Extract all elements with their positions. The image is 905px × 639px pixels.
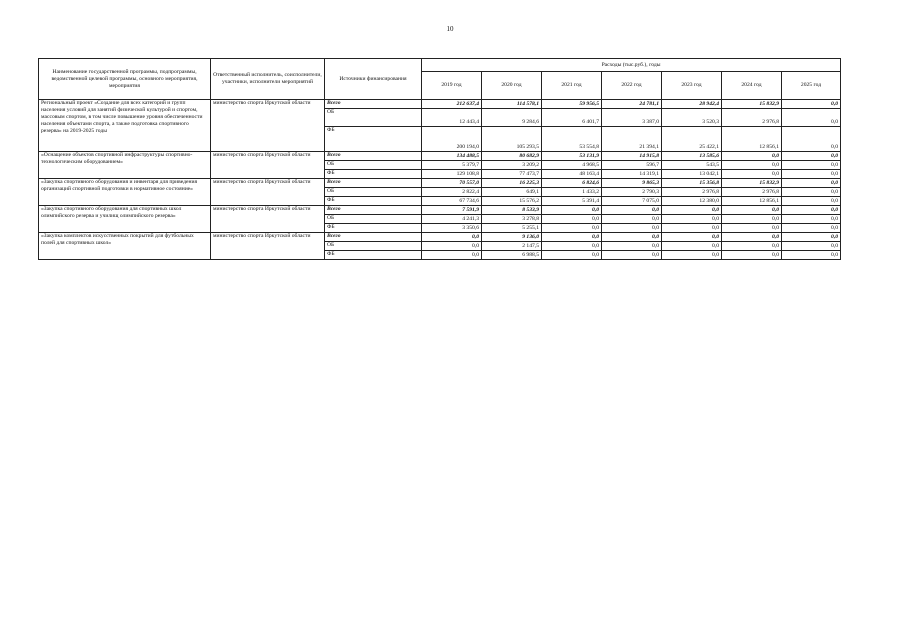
amount-cell: 0,0 xyxy=(782,233,841,242)
amount-cell: 649,1 xyxy=(482,188,542,197)
amount-cell: 0,0 xyxy=(782,215,841,224)
amount-cell: 0,0 xyxy=(662,224,722,233)
amount-cell: 24 781,1 xyxy=(602,100,662,109)
amount-cell: 15 356,8 xyxy=(662,179,722,188)
amount-cell: 3 520,3 xyxy=(662,109,722,127)
measure-name: Региональный проект «Создание для всех категорий и групп населения условий для занятий физической культурой и спортом, массовым спортом, в том числе повышение уровня обеспеченности населения объектами спорта, а также подготовка спортивного резерва» на 2019-2025 годы xyxy=(39,100,211,152)
amount-cell: 8 533,9 xyxy=(482,206,542,215)
amount-cell: 0,0 xyxy=(542,242,602,251)
amount-cell: 15 832,9 xyxy=(722,179,782,188)
amount-cell: 0,0 xyxy=(782,224,841,233)
funding-source: Всего xyxy=(325,233,422,242)
amount-cell: 0,0 xyxy=(782,251,841,260)
amount-cell: 0,0 xyxy=(542,251,602,260)
budget-table xyxy=(38,58,841,260)
amount-cell: 0,0 xyxy=(542,233,602,242)
executor: министерство спорта Иркутской области xyxy=(211,152,325,179)
page-number: 10 xyxy=(446,25,454,33)
amount-cell: 53 554,8 xyxy=(542,127,602,152)
amount-cell: 0,0 xyxy=(782,179,841,188)
amount-cell: 0,0 xyxy=(662,251,722,260)
table-row xyxy=(39,233,841,242)
funding-source: ОБ xyxy=(325,215,422,224)
amount-cell: 0,0 xyxy=(782,242,841,251)
amount-cell: 13 042,1 xyxy=(662,170,722,179)
header-expenses: Расходы (тыс.руб.), годы xyxy=(422,59,841,72)
amount-cell: 0,0 xyxy=(602,242,662,251)
amount-cell: 21 394,1 xyxy=(602,127,662,152)
executor: министерство спорта Иркутской области xyxy=(211,206,325,233)
amount-cell: 70 557,0 xyxy=(422,179,482,188)
amount-cell: 53 131,9 xyxy=(542,152,602,161)
table-row xyxy=(39,206,841,215)
amount-cell: 12 443,4 xyxy=(422,109,482,127)
amount-cell: 4 968,5 xyxy=(542,161,602,170)
funding-source: ОБ xyxy=(325,161,422,170)
amount-cell: 212 637,4 xyxy=(422,100,482,109)
amount-cell: 0,0 xyxy=(722,242,782,251)
amount-cell: 4 241,3 xyxy=(422,215,482,224)
amount-cell: 1 433,2 xyxy=(542,188,602,197)
amount-cell: 77 473,7 xyxy=(482,170,542,179)
amount-cell: 0,0 xyxy=(722,161,782,170)
header-year: 2025 год xyxy=(782,72,841,100)
amount-cell: 0,0 xyxy=(542,206,602,215)
funding-source: ОБ xyxy=(325,242,422,251)
executor: министерство спорта Иркутской области xyxy=(211,233,325,260)
amount-cell: 15 576,2 xyxy=(482,197,542,206)
amount-cell: 14 915,8 xyxy=(602,152,662,161)
amount-cell: 12 380,0 xyxy=(662,197,722,206)
funding-source: ФБ xyxy=(325,170,422,179)
amount-cell: 28 942,4 xyxy=(662,100,722,109)
funding-source: ОБ xyxy=(325,188,422,197)
funding-source: Всего xyxy=(325,100,422,109)
amount-cell: 6 824,6 xyxy=(542,179,602,188)
amount-cell: 0,0 xyxy=(602,215,662,224)
amount-cell: 0,0 xyxy=(602,251,662,260)
executor: министерство спорта Иркутской области xyxy=(211,179,325,206)
header-year: 2022 год xyxy=(602,72,662,100)
amount-cell: 3 278,8 xyxy=(482,215,542,224)
funding-source: ФБ xyxy=(325,127,422,152)
amount-cell: 0,0 xyxy=(722,251,782,260)
amount-cell: 0,0 xyxy=(662,215,722,224)
funding-source: ОБ xyxy=(325,109,422,127)
amount-cell: 0,0 xyxy=(722,170,782,179)
amount-cell: 0,0 xyxy=(782,197,841,206)
amount-cell: 2 976,8 xyxy=(662,188,722,197)
amount-cell: 596,7 xyxy=(602,161,662,170)
amount-cell: 2 976,8 xyxy=(722,109,782,127)
header-name: Наименование государственной программы, подпрограммы, ведомственной целевой программы, основного мероприятия, мероприятия xyxy=(39,59,211,100)
amount-cell: 9 136,0 xyxy=(482,233,542,242)
amount-cell: 0,0 xyxy=(722,233,782,242)
amount-cell: 0,0 xyxy=(722,215,782,224)
header-executor: Ответственный исполнитель, соисполнители, участники, исполнители мероприятий xyxy=(211,59,325,100)
amount-cell: 80 682,9 xyxy=(482,152,542,161)
amount-cell: 14 319,1 xyxy=(602,170,662,179)
amount-cell: 0,0 xyxy=(782,170,841,179)
header-year: 2020 год xyxy=(482,72,542,100)
amount-cell: 9 865,3 xyxy=(602,179,662,188)
amount-cell: 5 391,4 xyxy=(542,197,602,206)
amount-cell: 129 108,8 xyxy=(422,170,482,179)
executor: министерство спорта Иркутской области xyxy=(211,100,325,152)
amount-cell: 9 284,6 xyxy=(482,109,542,127)
header-year: 2024 год xyxy=(722,72,782,100)
funding-source: Всего xyxy=(325,206,422,215)
measure-name: «Закупка спортивного оборудования и инвентаря для приведения организаций спортивной подготовки в нормативное состояние» xyxy=(39,179,211,206)
amount-cell: 0,0 xyxy=(662,206,722,215)
amount-cell: 0,0 xyxy=(602,206,662,215)
amount-cell: 0,0 xyxy=(422,242,482,251)
amount-cell: 3 209,2 xyxy=(482,161,542,170)
amount-cell: 0,0 xyxy=(782,152,841,161)
amount-cell: 0,0 xyxy=(782,206,841,215)
header-year: 2023 год xyxy=(662,72,722,100)
amount-cell: 0,0 xyxy=(782,161,841,170)
amount-cell: 5 379,7 xyxy=(422,161,482,170)
amount-cell: 0,0 xyxy=(542,224,602,233)
amount-cell: 200 194,0 xyxy=(422,127,482,152)
amount-cell: 13 585,6 xyxy=(662,152,722,161)
amount-cell: 114 578,1 xyxy=(482,100,542,109)
funding-source: Всего xyxy=(325,152,422,161)
funding-source: Всего xyxy=(325,179,422,188)
amount-cell: 2 822,4 xyxy=(422,188,482,197)
amount-cell: 0,0 xyxy=(782,109,841,127)
amount-cell: 59 956,5 xyxy=(542,100,602,109)
amount-cell: 12 856,1 xyxy=(722,127,782,152)
amount-cell: 3 350,6 xyxy=(422,224,482,233)
amount-cell: 6 988,5 xyxy=(482,251,542,260)
amount-cell: 5 255,1 xyxy=(482,224,542,233)
table-row xyxy=(39,152,841,161)
amount-cell: 12 856,1 xyxy=(722,197,782,206)
amount-cell: 15 832,9 xyxy=(722,100,782,109)
amount-cell: 0,0 xyxy=(782,188,841,197)
amount-cell: 0,0 xyxy=(662,233,722,242)
amount-cell: 0,0 xyxy=(422,251,482,260)
amount-cell: 6 401,7 xyxy=(542,109,602,127)
amount-cell: 105 293,5 xyxy=(482,127,542,152)
amount-cell: 134 488,5 xyxy=(422,152,482,161)
amount-cell: 0,0 xyxy=(782,100,841,109)
measure-name: «Закупка спортивного оборудования для спортивных школ олимпийского резерва и училищ олимпийского резерва» xyxy=(39,206,211,233)
measure-name: «Оснащение объектов спортивной инфраструктуры спортивно-технологическим оборудованием» xyxy=(39,152,211,179)
header-year: 2021 год xyxy=(542,72,602,100)
table-row xyxy=(39,179,841,188)
table-row xyxy=(39,100,841,109)
amount-cell: 7 075,0 xyxy=(602,197,662,206)
amount-cell: 2 790,3 xyxy=(602,188,662,197)
amount-cell: 2 147,5 xyxy=(482,242,542,251)
header-source: Источники финансирования xyxy=(325,59,422,100)
amount-cell: 0,0 xyxy=(662,242,722,251)
header-year: 2019 год xyxy=(422,72,482,100)
amount-cell: 0,0 xyxy=(722,224,782,233)
amount-cell: 2 976,8 xyxy=(722,188,782,197)
amount-cell: 543,5 xyxy=(662,161,722,170)
measure-name: «Закупка комплектов искусственных покрытий для футбольных полей для спортивных школ» xyxy=(39,233,211,260)
amount-cell: 0,0 xyxy=(722,206,782,215)
amount-cell: 3 387,0 xyxy=(602,109,662,127)
amount-cell: 48 163,4 xyxy=(542,170,602,179)
amount-cell: 16 225,3 xyxy=(482,179,542,188)
amount-cell: 0,0 xyxy=(542,215,602,224)
funding-source: ФБ xyxy=(325,224,422,233)
funding-source: ФБ xyxy=(325,197,422,206)
amount-cell: 0,0 xyxy=(422,233,482,242)
amount-cell: 67 734,6 xyxy=(422,197,482,206)
funding-source: ФБ xyxy=(325,251,422,260)
amount-cell: 25 422,1 xyxy=(662,127,722,152)
amount-cell: 0,0 xyxy=(602,233,662,242)
amount-cell: 0,0 xyxy=(602,224,662,233)
amount-cell: 0,0 xyxy=(722,152,782,161)
amount-cell: 7 591,9 xyxy=(422,206,482,215)
amount-cell: 0,0 xyxy=(782,127,841,152)
